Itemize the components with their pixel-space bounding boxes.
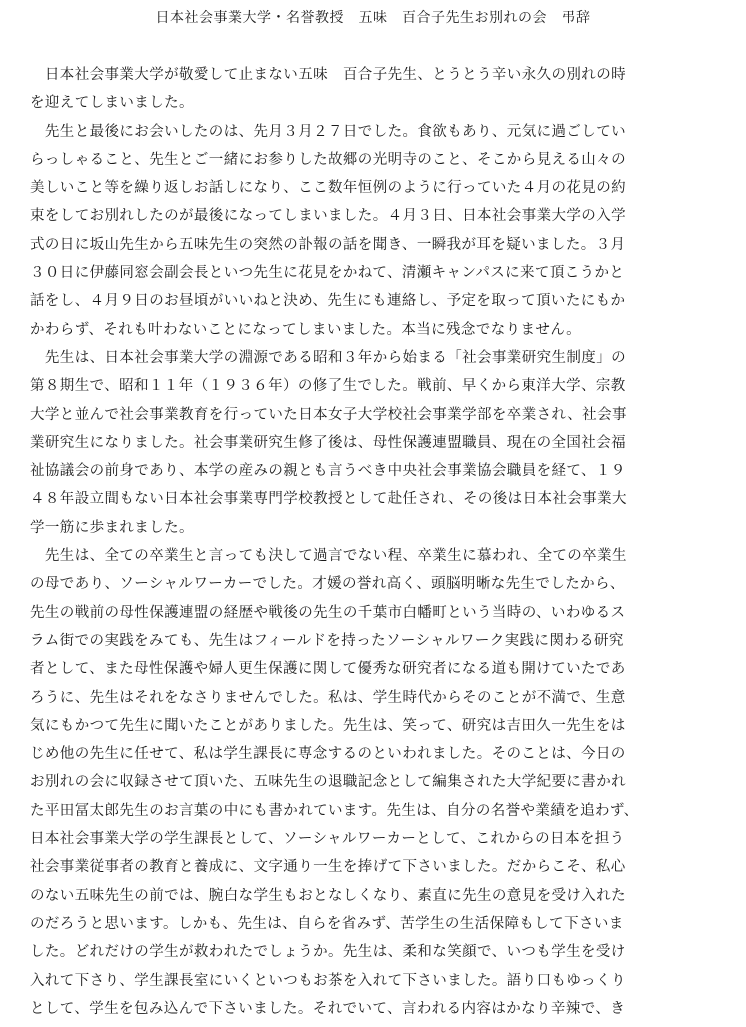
- paragraph-3: [30, 344, 730, 542]
- text-line: ４８年設立間もない日本社会事業専門学校教授として赴任され、その後は日本社会事業大: [30, 491, 627, 508]
- text-line: 先生と最後にお会いしたのは、先月３月２７日でした。食欲もあり、元気に過ごしてい: [30, 123, 626, 140]
- paragraph-4: [30, 542, 730, 1023]
- text-line: 先生の戦前の母性保護連盟の経歴や戦後の先生の千葉市白幡町という当時の、いわゆるス: [30, 604, 626, 621]
- text-line: た平田冨太郎先生のお言葉の中にも書かれています。先生は、自分の名誉や業績を追わず、: [30, 802, 639, 819]
- text-line: 先生は、全ての卒業生と言っても決して過言でない程、卒業生に慕われ、全ての卒業生: [30, 548, 627, 565]
- document-title: 日本社会事業大学・名誉教授 五味 百合子先生お別れの会 弔辞: [155, 10, 591, 26]
- text-line: ろうに、先生はそれをなさりませんでした。私は、学生時代からそのことが不満で、生意: [30, 689, 626, 706]
- paragraph-2: [30, 118, 730, 344]
- text-line: お別れの会に収録させて頂いた、五味先生の退職記念として編集された大学紀要に書かれ: [30, 774, 626, 791]
- text-line: 束をしてお別れしたのが最後になってしまいました。４月３日、日本社会事業大学の入学: [30, 208, 626, 225]
- text-line: ３０日に伊藤同窓会副会長といつ先生に花見をかねて、清瀬キャンパスに来て頂こうかと: [30, 265, 625, 282]
- text-line: 第８期生で、昭和１１年（１９３６年）の修了生でした。戦前、早くから東洋大学、宗教: [30, 378, 626, 395]
- text-line: 日本社会事業大学の学生課長として、ソーシャルワーカーとして、これからの日本を担う: [30, 831, 625, 848]
- text-line: らっしゃること、先生とご一緒にお参りした故郷の光明寺のこと、そこから見える山々の: [30, 151, 626, 168]
- text-line: 話をし、４月９日のお昼頃がいいねと決め、先生にも連絡し、予定を取って頂いたにもか: [30, 293, 626, 310]
- text-line: 社会事業従事者の教育と養成に、文字通り一生を捧げて下さいました。だからこそ、私心: [30, 859, 626, 876]
- text-line: 日本社会事業大学が敬愛して止まない五味 百合子先生、とうとう辛い永久の別れの時: [30, 67, 626, 83]
- text-line: 学一筋に歩まれました。: [30, 519, 194, 536]
- text-line: の母であり、ソーシャルワーカーでした。才媛の誉れ高く、頭脳明晰な先生でしたから、: [30, 576, 625, 593]
- text-line: 大学と並んで社会事業教育を行っていた日本女子大学校社会事業学部を卒業され、社会事: [30, 406, 627, 423]
- text-line: のだろうと思います。しかも、先生は、自らを省みず、苦学生の生活保障もして下さいま: [30, 915, 624, 932]
- text-line: 業研究生になりました。社会事業研究生修了後は、母性保護連盟職員、現在の全国社会福: [30, 434, 626, 451]
- text-line: 美しいこと等を繰り返しお話しになり、ここ数年恒例のように行っていた４月の花見の約: [30, 180, 626, 197]
- document-body: [30, 61, 730, 1023]
- text-line: のない五味先生の前では、腕白な学生もおとなしくなり、素直に先生の意見を受け入れた: [30, 887, 626, 904]
- text-line: として、学生を包み込んで下さいました。それでいて、言われる内容はかなり辛辣で、き: [30, 1000, 626, 1017]
- text-line: 気にもかつて先生に聞いたことがありました。先生は、笑って、研究は吉田久一先生をは: [30, 717, 626, 734]
- text-line: 者として、また母性保護や婦人更生保護に関して優秀な研究者になる道も開けていたであ: [30, 661, 626, 678]
- text-line: ラム街での実践をみても、先生はフィールドを持ったソーシャルワーク実践に関わる研究: [30, 632, 624, 649]
- text-line: じめ他の先生に任せて、私は学生課長に専念するのといわれました。そのことは、今日の: [30, 746, 626, 763]
- text-line: した。どれだけの学生が救われたでしょうか。先生は、柔和な笑顔で、いつも学生を受け: [30, 944, 626, 961]
- text-line: 入れて下さり、学生課長室にいくといつもお茶を入れて下さいました。語り口もゆっくり: [30, 972, 626, 989]
- text-line: を迎えてしまいました。: [30, 95, 194, 112]
- text-line: 祉協議会の前身であり、本学の産みの親とも言うべき中央社会事業協会職員を経て、１９: [30, 463, 626, 480]
- paragraph-1: [30, 61, 730, 118]
- text-line: かわらず、それも叶わないことになってしまいました。本当に残念でなりません。: [30, 321, 582, 338]
- text-line: 式の日に坂山先生から五味先生の突然の訃報の話を聞き、一瞬我が耳を疑いました。３月: [30, 236, 626, 253]
- text-line: 先生は、日本社会事業大学の淵源である昭和３年から始まる「社会事業研究生制度」の: [30, 349, 626, 366]
